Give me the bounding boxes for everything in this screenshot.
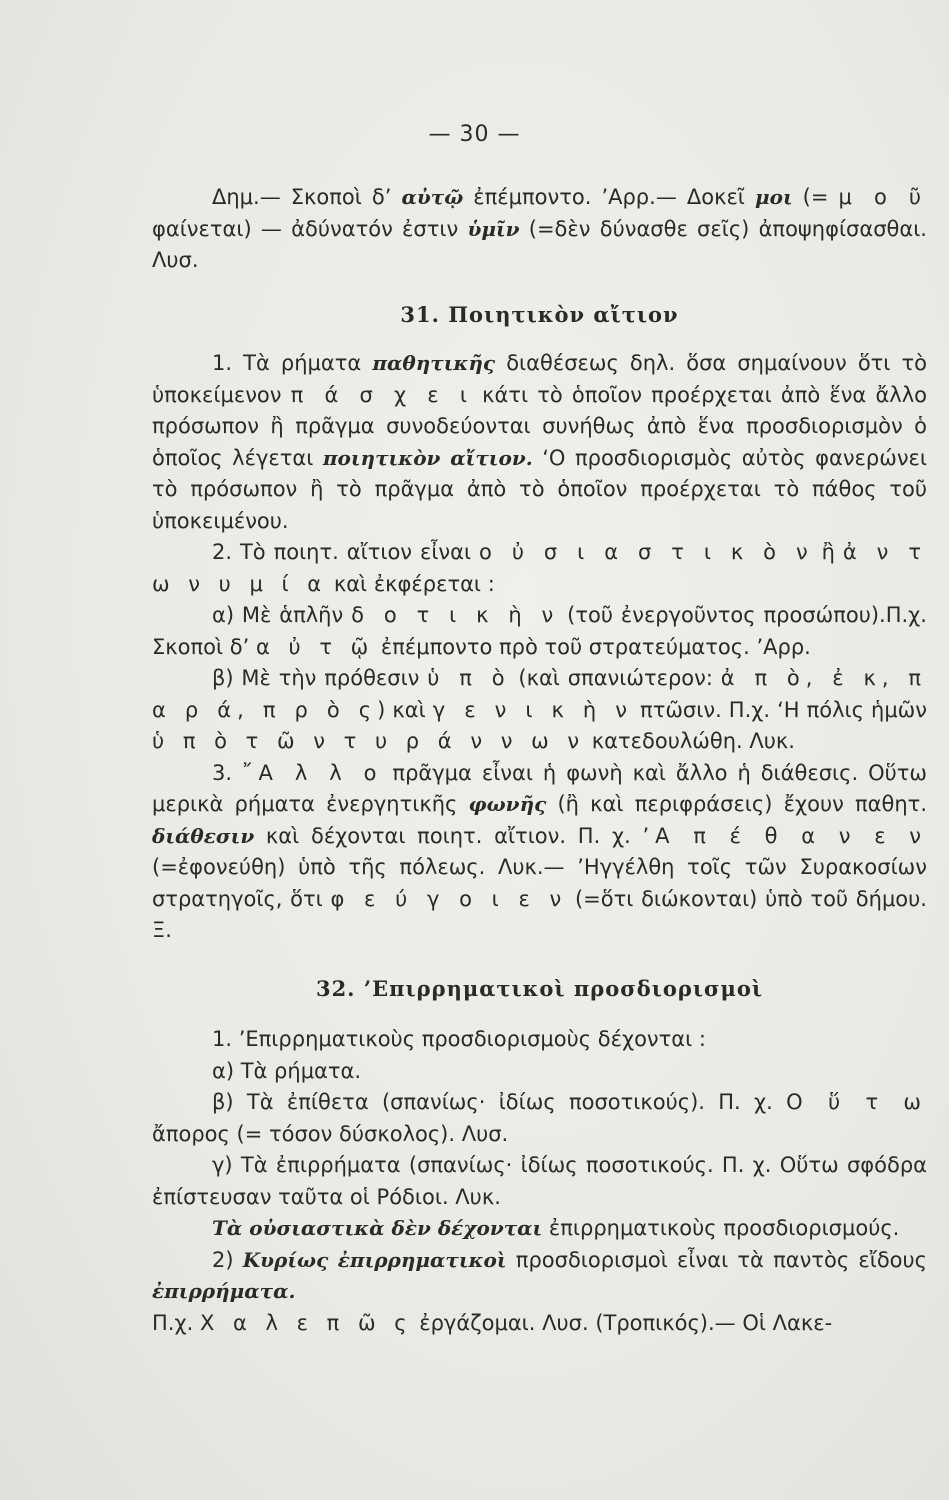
spaced-text: ο ὐ σ ι α σ τ ι κ ὸ ν: [479, 540, 814, 564]
emphasis: μοι: [754, 185, 793, 209]
text: κατεδουλώθη. Λυκ.: [585, 729, 795, 753]
paragraph-1: [152, 348, 927, 537]
spaced-text: α ὐ τ ῷ: [255, 634, 375, 659]
spaced-text: φ ε ύ γ ο ι ε ν: [330, 886, 568, 911]
text: καὶ δέχονται ποιητ. αἴτιον. Π. χ.: [254, 823, 643, 848]
paragraph-32-example: [152, 1308, 927, 1340]
spaced-text: ἀ ν τ ω ν υ μ ί α: [152, 540, 927, 596]
text: (καὶ σπανιώτερον:: [510, 666, 721, 690]
text: κάτι τὸ ὁποῖον προέρχεται ἀπὸ ἕνα ἄλλο πρόσωπον ἢ πρᾶγμα συνοδεύονται συνήθως ἀπὸ ἕνα προσδιορισμὸν ὁ ὁποῖος λέγεται: [152, 382, 927, 470]
paragraph-32-a: α) Τὰ ρήματα.: [212, 1058, 362, 1083]
spaced-text: Ο ὕ τ ω: [786, 1090, 927, 1114]
text: ἄπορος (= τόσον δύσκολος). Λυσ.: [152, 1121, 509, 1146]
text: (=ὅτι διώκονται) ὑπὸ τοῦ δήμου. Ξ.: [152, 886, 927, 942]
paragraph-2: [152, 537, 927, 600]
text: 2. Τὸ ποιητ. αἴτιον εἶναι: [212, 540, 480, 564]
page-number: — 30 —: [428, 122, 521, 147]
spaced-text: Χ α λ ε π ῶ ς: [199, 1310, 413, 1335]
opening-paragraph: [152, 182, 927, 277]
paragraph-32-1: 1. ’Επιρρηματικοὺς προσδιορισμοὺς δέχονται :: [212, 1027, 706, 1051]
text: (ἢ καὶ περιφράσεις) ἔχουν παθητ.: [546, 792, 927, 816]
text: ἐπέμποντο. ’Αρρ.— Δοκεῖ: [463, 185, 755, 209]
text: 2): [212, 1247, 243, 1272]
text: (=δὲν δύνασθε σεῖς): [519, 216, 750, 241]
emphasis: ὑμῖν: [467, 216, 520, 241]
emphasis: φωνῆς: [468, 792, 547, 816]
text: Π.χ.: [152, 1310, 200, 1335]
text: β) Τὰ ἐπίθετα (σπανίως· ἰδίως ποσοτικούς). Π. χ.: [212, 1090, 787, 1114]
text: ) καὶ: [377, 697, 433, 722]
emphasis: Τὰ οὐσιαστικὰ δὲν δέχονται: [212, 1216, 543, 1240]
text: ἐπιρρηματικοὺς προσδιορισμούς.: [542, 1216, 900, 1240]
paragraph-2a: [152, 600, 927, 663]
spaced-text: ὑ π ὸ: [427, 666, 511, 690]
spaced-text: π ά σ χ ε ι: [290, 382, 473, 407]
emphasis: διάθεσιν: [152, 823, 255, 848]
text: ἐπέμποντο πρὸ τοῦ στρατεύματος. ’Αρρ.: [374, 634, 811, 659]
paragraph-32-g: γ) Τὰ ἐπιρρήματα (σπανίως· ἰδίως ποσοτικούς. Π. χ. Οὕτω σφόδρα ἐπίστευσαν ταῦτα οἱ Ρόδιοι. Λυκ.: [152, 1153, 927, 1209]
text: προσδιορισμοὶ εἶναι τὰ παντὸς εἴδους: [506, 1247, 928, 1272]
spaced-text: δ ο τ ι κ ὴ ν: [351, 603, 560, 627]
emphasis: ἐπιρρήματα.: [152, 1279, 296, 1303]
text: (=ἐφονεύθη) ὑπὸ τῆς πόλεως. Λυκ.— ’Ηγγέλθη τοῖς τῶν Συρακοσίων στρατηγοῖς, ὅτι: [152, 855, 927, 911]
text: ‘Ο προσδιορισμὸς αὐτὸς φανερώνει τὸ πρόσωπον ἢ τὸ πρᾶγμα ἀπὸ τὸ ὁποῖον προέρχεται τὸ πάθος τοῦ ὑποκειμένου.: [152, 445, 928, 533]
text: α) Μὲ ἁπλῆν: [212, 603, 352, 627]
emphasis: παθητικῆς: [372, 351, 496, 375]
emphasis: αὐτῷ: [401, 185, 464, 209]
spaced-text: ’Α π έ θ α ν ε ν: [642, 823, 927, 848]
paragraph-32-b: [152, 1087, 927, 1150]
text: (=: [792, 185, 829, 209]
emphasis: ποιητικὸν αἴτιον.: [322, 445, 533, 470]
spaced-text: γ ε ν ι κ ὴ ν: [432, 697, 634, 722]
text: Δημ.— Σκοποὶ δ’: [212, 185, 402, 209]
text: ἢ: [813, 540, 843, 564]
text: β) Μὲ τὴν πρόθεσιν: [212, 666, 428, 690]
text: πρᾶγμα εἶναι ἡ φωνὴ καὶ ἄλλο ἡ διάθεσις. Οὕτω μερικὰ ρήματα ἐνεργητικῆς: [152, 760, 927, 816]
page-body: [152, 182, 927, 1339]
paragraph-2b: [152, 663, 927, 758]
text: πτῶσιν. Π.χ. ‘Η πόλις ἡμῶν: [633, 697, 927, 722]
paragraph-32-2: [152, 1245, 927, 1308]
section-heading-31: 31. Ποιητικὸν αἴτιον: [400, 301, 679, 327]
text: ἀποψηφίσασθαι. Λυσ.: [152, 216, 927, 272]
text: καὶ ἐκφέρεται :: [327, 571, 495, 596]
emphasis: Κυρίως ἐπιρρηματικοὶ: [242, 1247, 507, 1272]
text: 1. Τὰ ρήματα: [212, 351, 373, 375]
paragraph-32-note: [152, 1213, 927, 1245]
text: διαθέσεως δηλ. ὅσα σημαίνουν ὅτι τὸ ὑποκείμενον: [152, 351, 928, 407]
spaced-text: ἀ π ὸ, ἐ κ, π α ρ ά, π ρ ὸ ς: [152, 666, 927, 722]
paragraph-3: [152, 758, 927, 947]
text: ἐργάζομαι. Λυσ. (Τροπικός).— Οἱ Λακε-: [412, 1310, 833, 1335]
text: (τοῦ ἐνεργοῦντος προσώπου).Π.χ. Σκοποὶ δ’: [152, 603, 927, 659]
spaced-text: μ ο ῦ: [838, 185, 927, 209]
section-heading-32: 32. ’Επιρρηματικοὶ προσδιορισμοὶ: [315, 975, 764, 1001]
text: φαίνεται) — ἀδύνατόν ἐστιν: [152, 216, 468, 241]
text: 3.: [212, 760, 242, 785]
spaced-text: ὑ π ὸ τ ῶ ν τ υ ρ ά ν ν ω ν: [152, 729, 586, 753]
spaced-text: ῎Α λ λ ο: [242, 760, 383, 785]
